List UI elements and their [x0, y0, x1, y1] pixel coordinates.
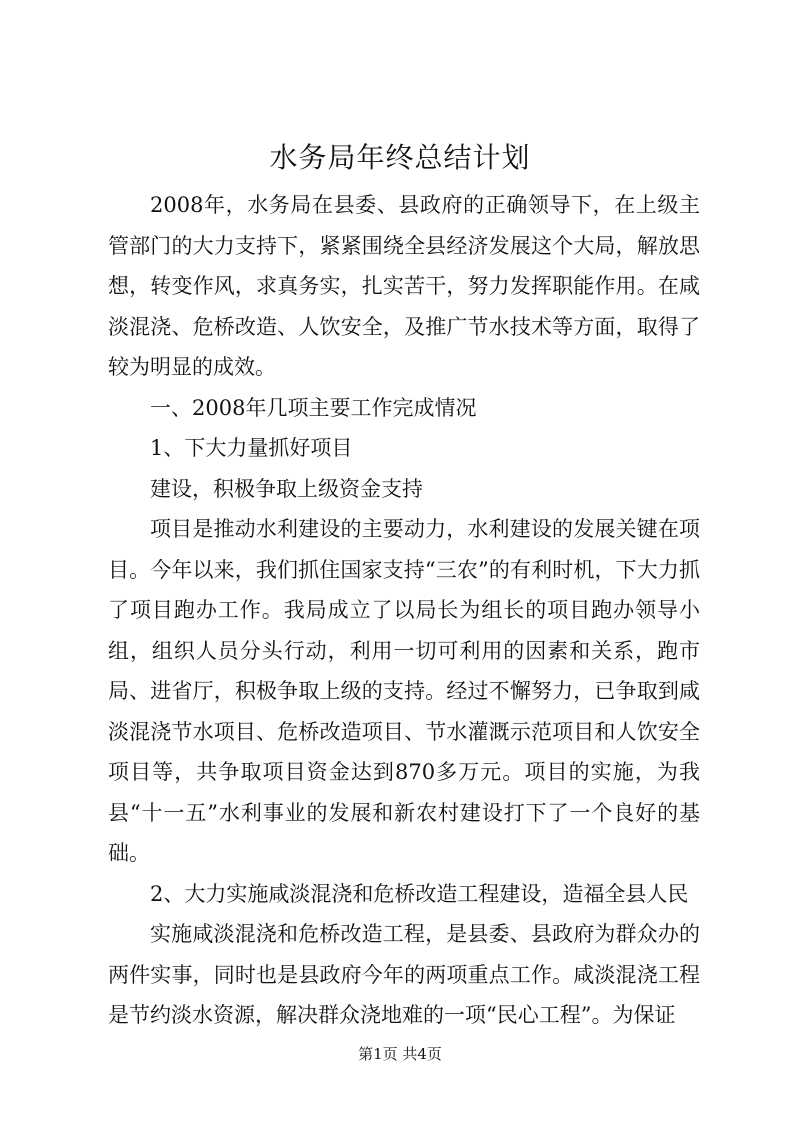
page-footer: 第1页 共4页 — [358, 1045, 442, 1063]
paragraph-irrigation: 实施咸淡混浇和危桥改造工程，是县委、县政府为群众办的两件实事，同时也是县政府今年的两项重点工作。咸淡混浇工程是节约淡水资源，解决群众浇地难的一项“民心工程”。为保证 — [108, 922, 700, 1027]
paragraph-intro: 2008年，水务局在县委、县政府的正确领导下，在上级主管部门的大力支持下，紧紧围绕全县经济发展这个大局，解放思想，转变作风，求真务实，扎实苦干，努力发挥职能作用。在咸淡混浇、危桥改造、人饮安全，及推广节水技术等方面，取得了较为明显的成效。 — [108, 193, 700, 379]
subheading-1-continued: 建设，积极争取上级资金支持 — [150, 476, 423, 501]
document-title: 水务局年终总结计划 — [269, 141, 531, 174]
document-body — [108, 185, 700, 1036]
subheading-1: 1、下大力量抓好项目 — [150, 436, 353, 460]
paragraph-projects: 项目是推动水利建设的主要动力，水利建设的发展关键在项目。今年以来，我们抓住国家支持“三农”的有利时机，下大力抓了项目跑办工作。我局成立了以局长为组长的项目跑办领导小组，组织人员分头行动，利用一切可利用的因素和关系，跑市局、进省厅，积极争取上级的支持。经过不懈努力，已争取到咸淡混浇节水项目、危桥改造项目、节水灌溉示范项目和人饮安全项目等，共争取项目资金达到870多万元。项目的实施，为我县“十一五”水利事业的发展和新农村建设打下了一个良好的基础。 — [108, 517, 700, 865]
section-heading-1: 一、2008年几项主要工作完成情况 — [150, 395, 477, 420]
subheading-2: 2、大力实施咸淡混浇和危桥改造工程建设，造福全县人民 — [150, 881, 689, 906]
